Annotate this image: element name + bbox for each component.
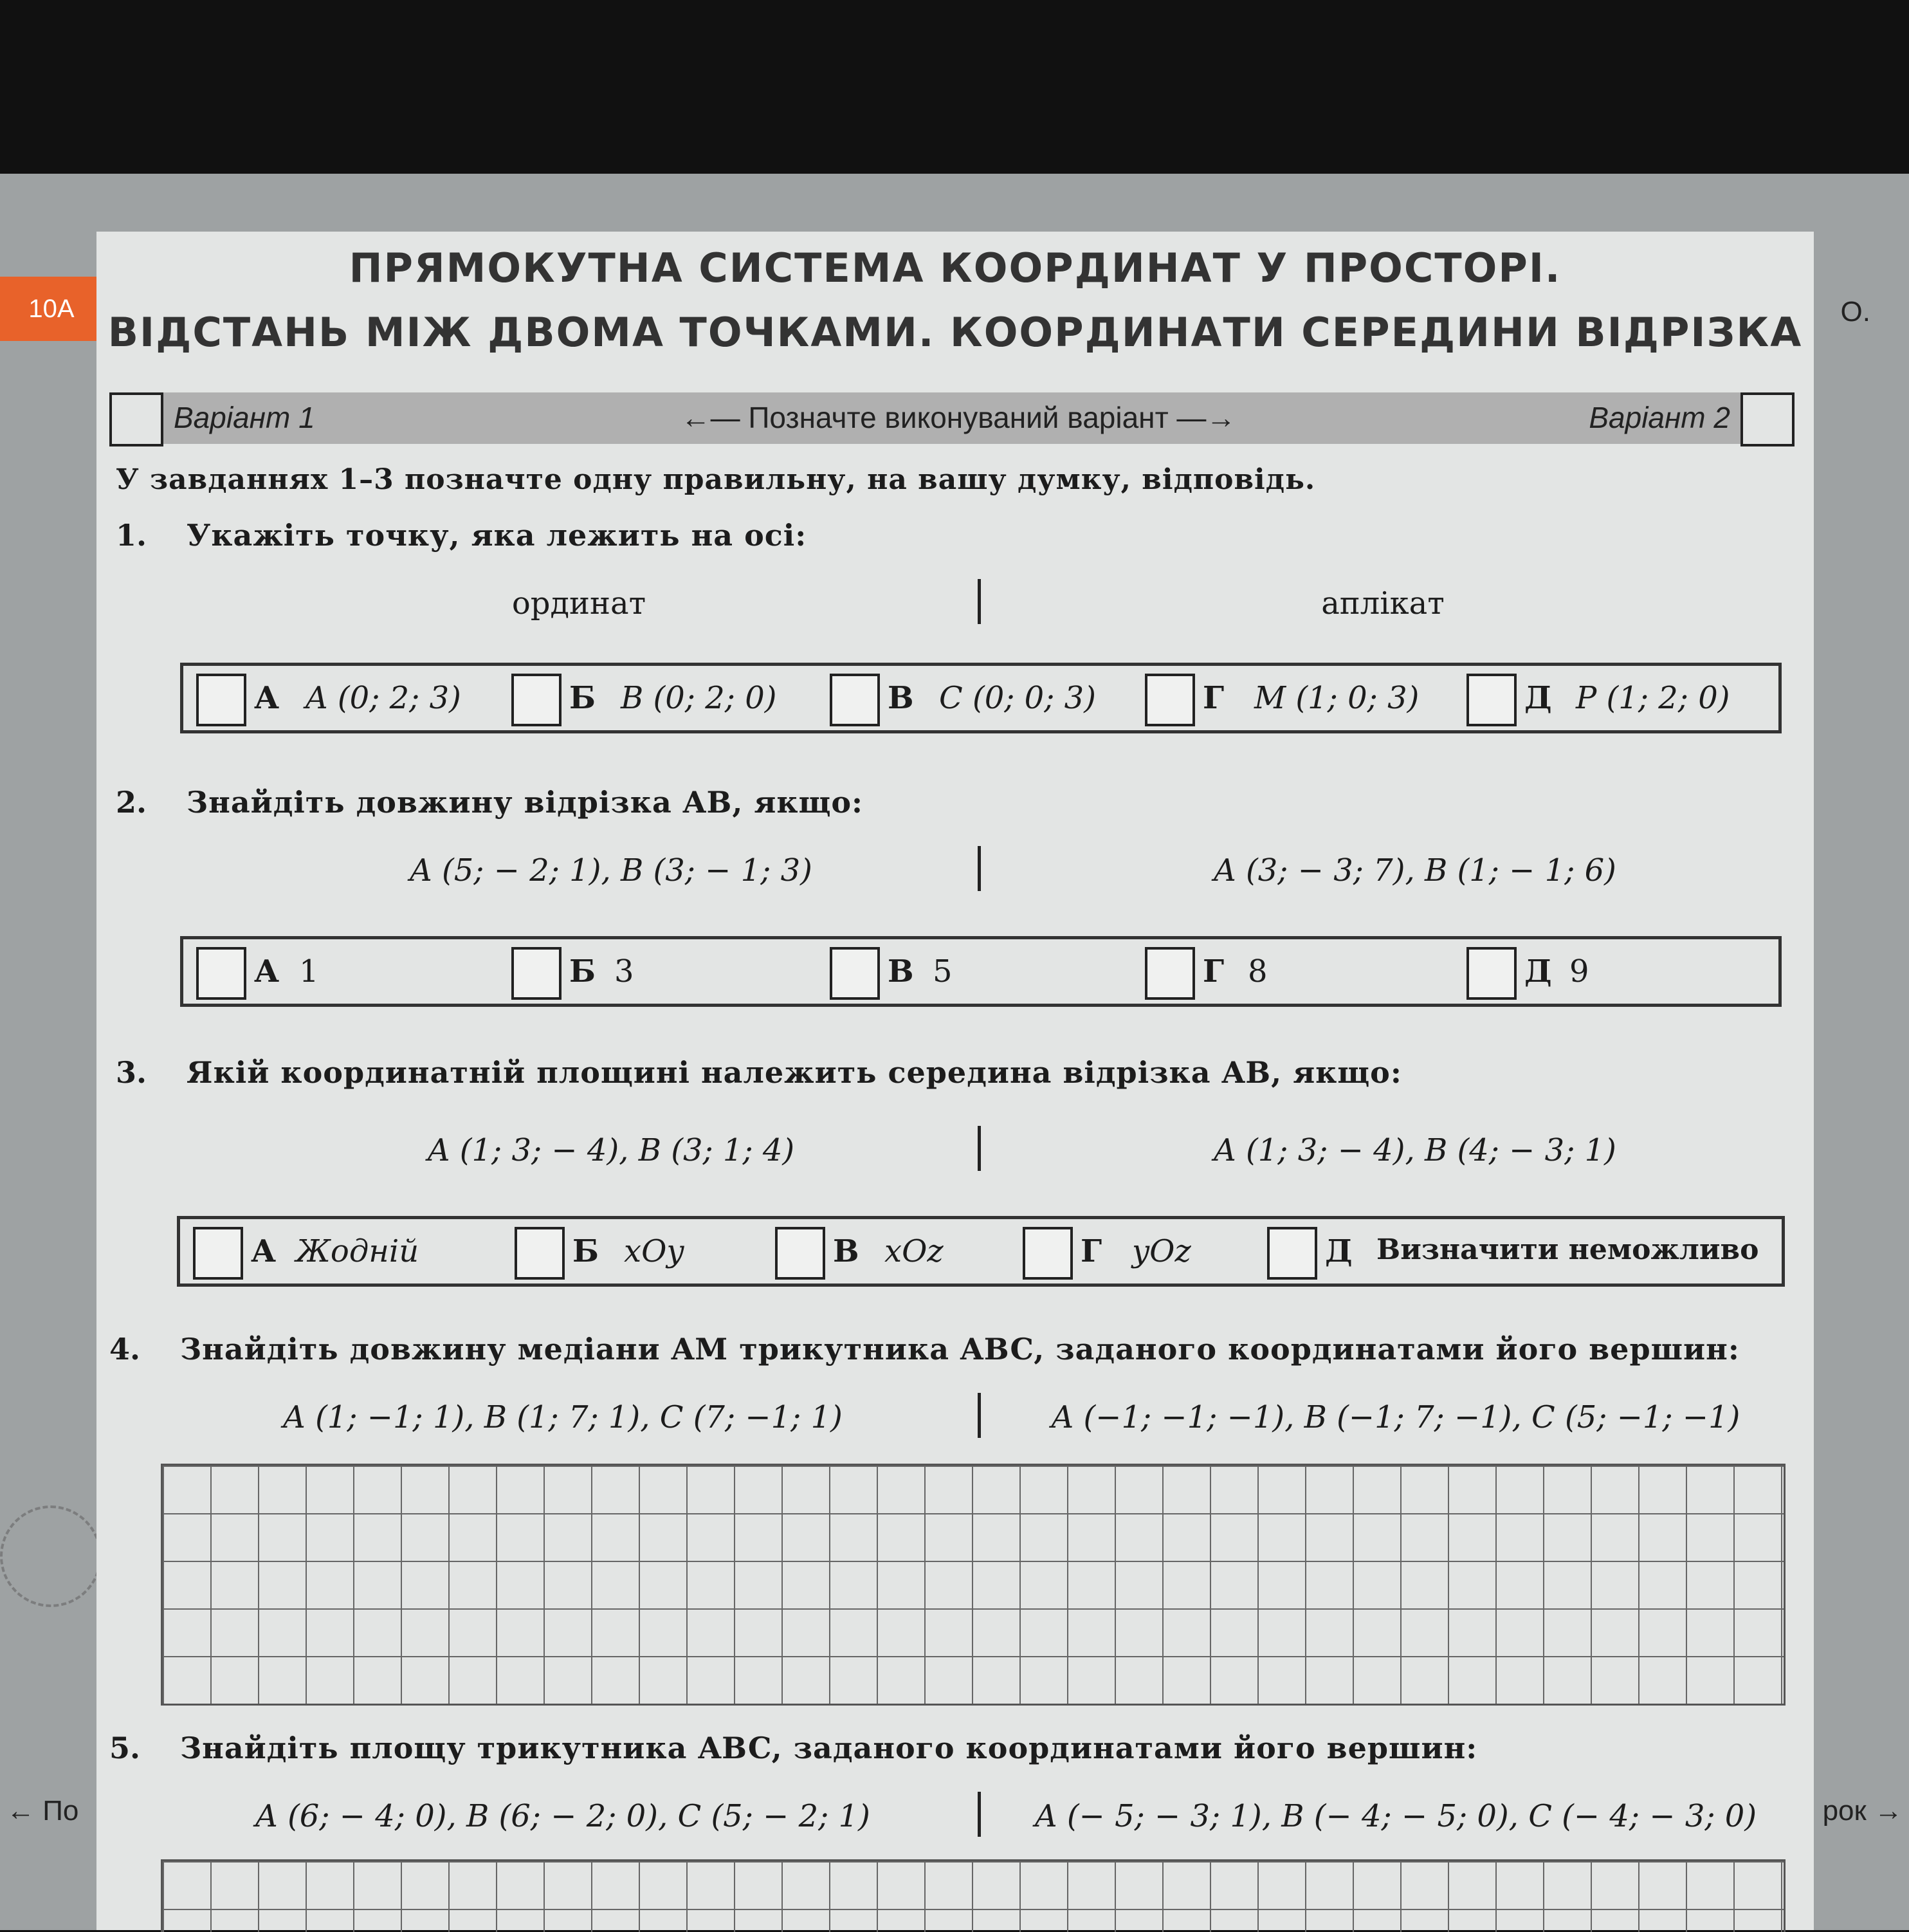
q3-divider xyxy=(978,1126,981,1171)
q3-answers: А Жодній Б xOy В xOz Г yOz Д Визначити неможливо xyxy=(177,1216,1785,1287)
q4-number: 4. xyxy=(109,1332,141,1366)
next-page-link[interactable]: рок → xyxy=(1822,1795,1903,1826)
q3-number: 3. xyxy=(116,1055,147,1090)
q1-divider xyxy=(978,579,981,624)
checkbox[interactable] xyxy=(775,1227,825,1280)
q3-text: Якій координатній площині належить середина відрізка AB, якщо: xyxy=(187,1055,1402,1090)
checkbox[interactable] xyxy=(1145,674,1195,726)
q1-number: 1. xyxy=(116,518,147,553)
q3-left-variant: A (1; 3; − 4), B (3; 1; 4) xyxy=(427,1132,795,1168)
q1-text: Укажіть точку, яка лежить на осі: xyxy=(187,518,807,553)
q1-answers: А A (0; 2; 3) Б B (0; 2; 0) В C (0; 0; 3) Г M (1; 0; 3) Д P (1; 2; 0) xyxy=(180,663,1782,733)
variant1-label: Варіант 1 xyxy=(174,401,315,434)
worksheet-page xyxy=(96,232,1814,1930)
checkbox[interactable] xyxy=(1023,1227,1073,1280)
checkbox[interactable] xyxy=(196,674,246,726)
q1-right-variant: аплікат xyxy=(1321,585,1445,621)
q4-left-variant: A (1; −1; 1), B (1; 7; 1), C (7; −1; 1) xyxy=(283,1399,843,1435)
q4-divider xyxy=(978,1393,981,1438)
prev-page-link[interactable]: ← По xyxy=(6,1795,79,1826)
variant-selector xyxy=(109,392,1795,444)
checkbox[interactable] xyxy=(511,674,562,726)
q5-text: Знайдіть площу трикутника ABC, заданого координатами його вершин: xyxy=(180,1731,1478,1765)
checkbox[interactable] xyxy=(196,947,246,1000)
variant-instruction: ←— Позначте виконуваний варіант —→ xyxy=(680,401,1236,434)
page-title-line1: ПРЯМОКУТНА СИСТЕМА КООРДИНАТ У ПРОСТОРІ. xyxy=(349,244,1562,291)
checkbox[interactable] xyxy=(1466,674,1517,726)
variant1-checkbox[interactable] xyxy=(109,392,163,446)
q5-divider xyxy=(978,1792,981,1837)
q2-divider xyxy=(978,846,981,891)
grade-tag: 10А xyxy=(0,277,103,341)
q2-answers: А 1 Б 3 В 5 Г 8 Д 9 xyxy=(180,936,1782,1007)
q2-number: 2. xyxy=(116,785,147,820)
checkbox[interactable] xyxy=(1466,947,1517,1000)
q1-left-variant: ординат xyxy=(511,585,646,621)
q5-number: 5. xyxy=(109,1731,141,1765)
checkbox[interactable] xyxy=(511,947,562,1000)
checkbox[interactable] xyxy=(193,1227,243,1280)
variant2-label: Варіант 2 xyxy=(1589,401,1730,434)
q2-text: Знайдіть довжину відрізка AB, якщо: xyxy=(187,785,864,820)
instructions: У завданнях 1–3 позначте одну правильну, на вашу думку, відповідь. xyxy=(116,463,1316,496)
q5-left-variant: A (6; − 4; 0), B (6; − 2; 0), C (5; − 2; 1) xyxy=(255,1798,870,1834)
checkbox[interactable] xyxy=(1145,947,1195,1000)
q3-right-variant: A (1; 3; − 4), B (4; − 3; 1) xyxy=(1214,1132,1616,1168)
q5-right-variant: A (− 5; − 3; 1), B (− 4; − 5; 0), C (− 4; − 3; 0) xyxy=(1034,1798,1757,1834)
q2-left-variant: A (5; − 2; 1), B (3; − 1; 3) xyxy=(410,852,812,888)
q4-right-variant: A (−1; −1; −1), B (−1; 7; −1), C (5; −1; −1) xyxy=(1051,1399,1740,1435)
checkbox[interactable] xyxy=(1267,1227,1317,1280)
q4-text: Знайдіть довжину медіани AM трикутника ABC, заданого координатами його вершин: xyxy=(180,1332,1740,1366)
smiley-icon xyxy=(0,1505,102,1607)
q4-answer-grid[interactable] xyxy=(161,1464,1786,1706)
q5-answer-grid[interactable] xyxy=(161,1859,1786,1932)
checkbox[interactable] xyxy=(830,947,880,1000)
right-edge-text: О. xyxy=(1840,296,1870,327)
checkbox[interactable] xyxy=(830,674,880,726)
variant2-checkbox[interactable] xyxy=(1740,392,1795,446)
q2-right-variant: A (3; − 3; 7), B (1; − 1; 6) xyxy=(1214,852,1616,888)
checkbox[interactable] xyxy=(515,1227,565,1280)
page-title-line2: ВІДСТАНЬ МІЖ ДВОМА ТОЧКАМИ. КООРДИНАТИ СЕРЕДИНИ ВІДРІЗКА xyxy=(107,309,1803,356)
